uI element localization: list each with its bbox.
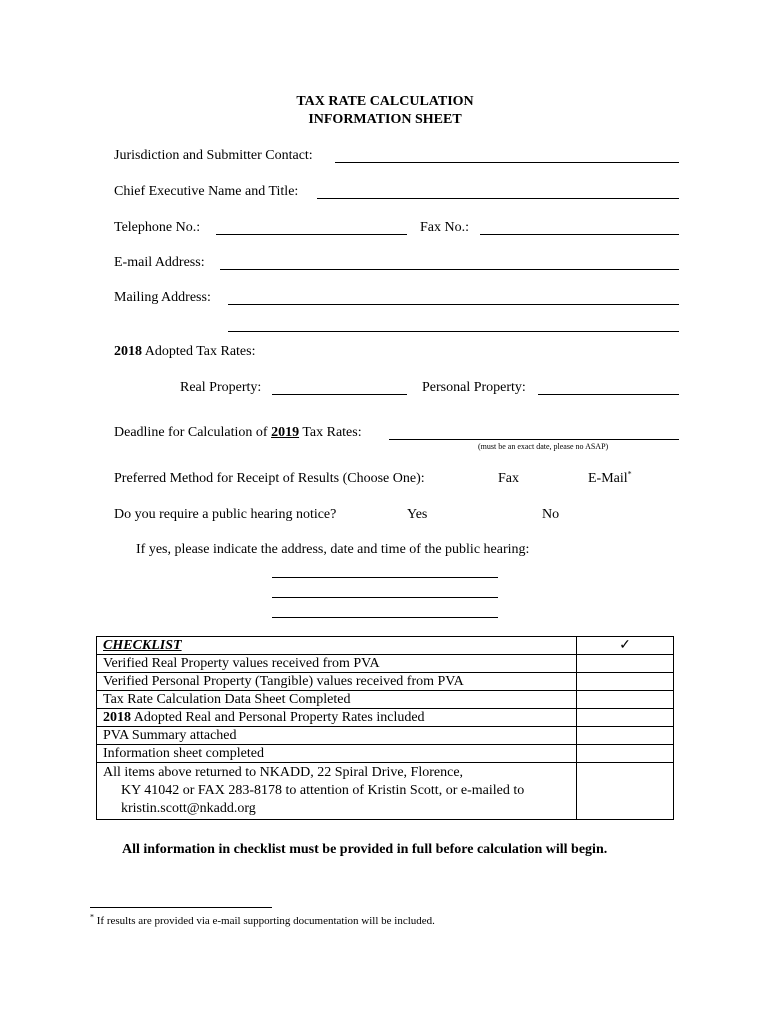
footnote-divider [90,907,272,908]
mailing-address-field-1[interactable] [228,304,679,305]
hearing-field-1[interactable] [272,577,498,578]
footnote-text: If results are provided via e-mail supporting documentation will be included. [96,915,435,927]
email-label: E-mail Address: [114,255,205,270]
checklist-item: Information sheet completed [97,745,577,763]
footnote-marker: * [90,912,94,922]
checklist-row [97,655,674,673]
deadline-note: (must be an exact date, please no ASAP) [478,442,609,451]
checklist-row [97,709,674,727]
check-mark-icon: ✓ [619,638,631,653]
checklist-checkbox[interactable] [577,727,674,745]
jurisdiction-field[interactable] [335,162,679,163]
checklist-checkbox[interactable] [577,655,674,673]
checklist-checkbox[interactable] [577,763,674,820]
checklist-row [97,763,674,820]
deadline-prefix: Deadline for Calculation of [114,425,268,440]
telephone-label: Telephone No.: [114,220,201,235]
hearing-option-no[interactable]: No [542,507,560,522]
checklist-item: Tax Rate Calculation Data Sheet Completed [97,691,577,709]
deadline-year: 2019 [271,425,300,440]
checklist-item-return [97,763,577,820]
adopted-year: 2018 [114,344,142,359]
mailing-address-field-2[interactable] [228,331,679,332]
checklist-item [97,709,577,727]
checklist-row [97,745,674,763]
checklist-table [96,636,674,820]
preferred-method-label: Preferred Method for Receipt of Results (Choose One): [114,471,425,486]
checklist-return-email: kristin.scott@nkadd.org [121,801,256,816]
checklist-checkbox[interactable] [577,709,674,727]
checklist-notice: All information in checklist must be provided in full before calculation will begin. [122,842,608,857]
chief-executive-field[interactable] [317,198,679,199]
checklist-row [97,727,674,745]
title-line-1: TAX RATE CALCULATION [296,94,474,109]
hearing-field-2[interactable] [272,597,498,598]
adopted-rates-heading [114,344,255,360]
deadline-field[interactable] [389,439,679,440]
footnote-marker-ref: * [627,469,632,479]
checklist-row [97,673,674,691]
deadline-label [114,425,362,441]
jurisdiction-label: Jurisdiction and Submitter Contact: [114,148,313,163]
personal-property-label: Personal Property: [422,380,526,395]
hearing-option-yes[interactable]: Yes [407,507,428,522]
adopted-rates-label: Adopted Tax Rates: [144,344,256,359]
checklist-rates-text: Adopted Real and Personal Property Rates included [133,710,425,725]
hearing-instructions: If yes, please indicate the address, date and time of the public hearing: [136,542,530,557]
fax-field[interactable] [480,234,679,235]
telephone-field[interactable] [216,234,407,235]
checklist-checkbox[interactable] [577,673,674,691]
method-option-email-label: E-Mail [588,471,628,486]
fax-label: Fax No.: [420,220,469,235]
method-option-fax[interactable]: Fax [498,471,519,486]
checklist-item: PVA Summary attached [97,727,577,745]
personal-property-field[interactable] [538,394,679,395]
checklist-rates-year: 2018 [103,710,131,725]
checklist-checkbox[interactable] [577,691,674,709]
hearing-question: Do you require a public hearing notice? [114,507,337,522]
hearing-field-3[interactable] [272,617,498,618]
checklist-check-header [577,637,674,655]
checklist-heading [97,637,577,655]
checklist-return-line-2: KY 41042 or FAX 283-8178 to attention of Kristin Scott, or e-mailed to [121,783,525,798]
checklist-checkbox[interactable] [577,745,674,763]
checklist-item: Verified Real Property values received from PVA [97,655,577,673]
title-line-2: INFORMATION SHEET [308,112,462,127]
checklist-heading-text: CHECKLIST [103,638,182,653]
checklist-return-line-1: All items above returned to NKADD, 22 Spiral Drive, Florence, [103,765,464,780]
checklist-item: Verified Personal Property (Tangible) values received from PVA [97,673,577,691]
mailing-address-label: Mailing Address: [114,290,211,305]
checklist-row [97,691,674,709]
checklist-header-row [97,637,674,655]
email-field[interactable] [220,269,679,270]
chief-executive-label: Chief Executive Name and Title: [114,184,299,199]
deadline-suffix: Tax Rates: [302,425,362,440]
method-option-email[interactable] [588,471,632,487]
real-property-field[interactable] [272,394,407,395]
footnote [90,912,435,927]
real-property-label: Real Property: [180,380,262,395]
